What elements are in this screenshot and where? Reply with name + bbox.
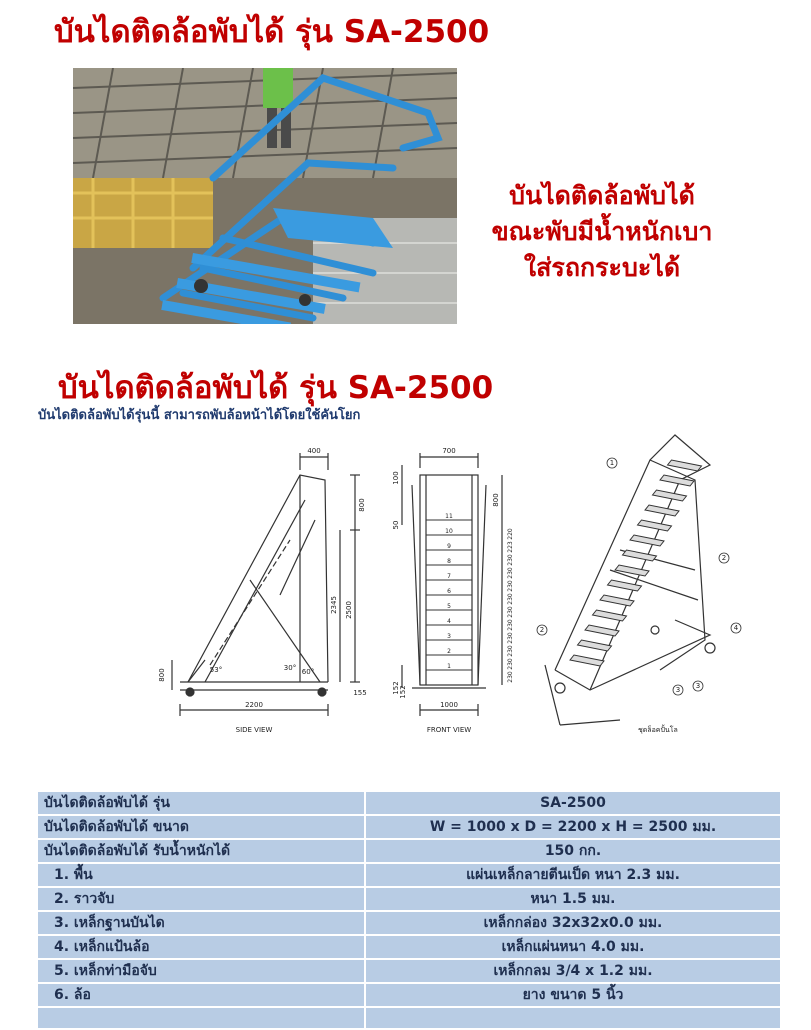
caption-line-3: ใส่รถกระบะได้ (523, 253, 681, 282)
spec-row (38, 888, 780, 910)
iso-view (545, 435, 715, 725)
spec-label: 2. ราวจับ (38, 888, 364, 910)
spec-table (38, 790, 780, 1030)
spec-value: ยาง ขนาด 5 นิ้ว (364, 984, 780, 1006)
front-step-number: 11 (445, 513, 453, 520)
front-step-number: 6 (447, 588, 451, 595)
front-dim-bottom-left2: 152 (399, 685, 407, 699)
front-step-dim: 230 (507, 658, 514, 670)
spec-label: 5. เหล็กท่ามือจับ (38, 960, 364, 982)
iso-tread (600, 595, 634, 606)
side-dim-top: 400 (307, 447, 321, 455)
spec-label: 1. พื้น (38, 864, 364, 886)
iso-tread (578, 640, 612, 651)
spec-label (38, 1008, 364, 1028)
side-view (172, 453, 360, 716)
spec-label: บันไดติดล้อพับได้ รุ่น (38, 792, 364, 814)
product-photo (73, 68, 457, 324)
iso-callout-number: 3 (695, 682, 701, 690)
spec-value: แผ่นเหล็กลายตีนเป็ด หนา 2.3 มม. (364, 864, 780, 886)
front-step-dim: 220 (507, 528, 514, 540)
spec-row (38, 816, 780, 838)
spec-row (38, 984, 780, 1006)
front-dim-base: 1000 (440, 701, 458, 709)
angle-1: 53° (209, 666, 223, 674)
front-step-dim: 230 (507, 606, 514, 618)
spec-value: เหล็กกลม 3/4 x 1.2 มม. (364, 960, 780, 982)
front-dim-left-top: 100 (392, 471, 400, 485)
caption-line-1: บันไดติดล้อพับได้ (509, 181, 695, 210)
front-step-dim: 230 (507, 593, 514, 605)
front-view-label: FRONT VIEW (426, 726, 472, 734)
iso-tread (593, 610, 627, 621)
spec-value: เหล็กกล่อง 32x32x0.0 มม. (364, 912, 780, 934)
iso-tread (585, 625, 619, 636)
spec-label: บันไดติดล้อพับได้ ขนาด (38, 816, 364, 838)
side-dim-height: 2345 (330, 596, 338, 614)
spec-value: เหล็กแผ่นหนา 4.0 มม. (364, 936, 780, 958)
front-step-number: 7 (447, 573, 451, 580)
iso-callout-number: 4 (733, 624, 739, 632)
front-step-number: 4 (447, 618, 451, 625)
side-dim-top-right: 800 (358, 498, 366, 512)
front-step-dim: 230 (507, 619, 514, 631)
iso-tread (570, 655, 604, 666)
front-step-dim: 230 (507, 671, 514, 683)
front-step-number: 3 (447, 633, 451, 640)
iso-tread (653, 490, 687, 501)
front-dim-bottom-left1: 152 (392, 681, 400, 695)
iso-callout-number: 2 (539, 626, 545, 634)
front-step-number: 1 (447, 663, 451, 670)
spec-row (38, 960, 780, 982)
front-step-number: 9 (447, 543, 451, 550)
spec-value: SA-2500 (364, 792, 780, 814)
section-subtitle: บันไดติดล้อพับได้รุ่นนี้ สามารถพับล้อหน้าได้โดยใช้คันโยก (38, 408, 361, 423)
angle-2: 30° (283, 664, 297, 672)
spec-row (38, 936, 780, 958)
front-step-dim: 230 (507, 645, 514, 657)
iso-tread (638, 520, 672, 531)
page-title: บันไดติดล้อพับได้ รุ่น SA-2500 (54, 14, 490, 50)
iso-callout-number: 1 (609, 459, 615, 467)
front-step-dim: 230 (507, 567, 514, 579)
spec-row (38, 1008, 780, 1028)
iso-tread (623, 550, 657, 561)
side-view-label: SIDE VIEW (235, 726, 273, 734)
front-step-dim: 223 (507, 541, 514, 553)
spec-row (38, 792, 780, 814)
front-step-number: 8 (447, 558, 451, 565)
front-step-number: 5 (447, 603, 451, 610)
side-dim-bottom: 155 (353, 689, 367, 697)
iso-callout-number: 2 (721, 554, 727, 562)
front-dim-top: 700 (442, 447, 456, 455)
front-step-number: 2 (447, 648, 451, 655)
technical-drawing (150, 420, 760, 750)
spec-label: 4. เหล็กแป้นล้อ (38, 936, 364, 958)
spec-value (364, 1008, 780, 1028)
iso-callout-number: 3 (675, 686, 681, 694)
section-title: บันไดติดล้อพับได้ รุ่น SA-2500 (58, 370, 494, 406)
spec-row (38, 840, 780, 862)
front-step-dim: 230 (507, 554, 514, 566)
spec-value: W = 1000 x D = 2200 x H = 2500 มม. (364, 816, 780, 838)
iso-note: ชุดล็อคปั้นโล (638, 726, 678, 734)
front-step-dim: 230 (507, 632, 514, 644)
spec-row (38, 912, 780, 934)
spec-label: 6. ล้อ (38, 984, 364, 1006)
front-step-dim: 230 (507, 580, 514, 592)
spec-value: 150 กก. (364, 840, 780, 862)
iso-tread (645, 505, 679, 516)
spec-row (38, 864, 780, 886)
side-dim-total: 2500 (345, 601, 353, 619)
iso-tread (615, 565, 649, 576)
side-dim-left: 800 (158, 668, 166, 682)
side-dim-base: 2200 (245, 701, 263, 709)
front-view (402, 453, 502, 716)
iso-tread (668, 460, 702, 471)
angle-3: 60° (301, 668, 315, 676)
front-step-number: 10 (445, 528, 453, 535)
spec-label: 3. เหล็กฐานบันได (38, 912, 364, 934)
spec-value: หนา 1.5 มม. (364, 888, 780, 910)
iso-tread (630, 535, 664, 546)
front-dim-right-top: 800 (492, 493, 500, 507)
caption-line-2: ขณะพับมีน้ำหนักเบา (491, 217, 713, 246)
spec-label: บันไดติดล้อพับได้ รับน้ำหนักได้ (38, 840, 364, 862)
front-dim-left-mid: 50 (392, 520, 400, 530)
